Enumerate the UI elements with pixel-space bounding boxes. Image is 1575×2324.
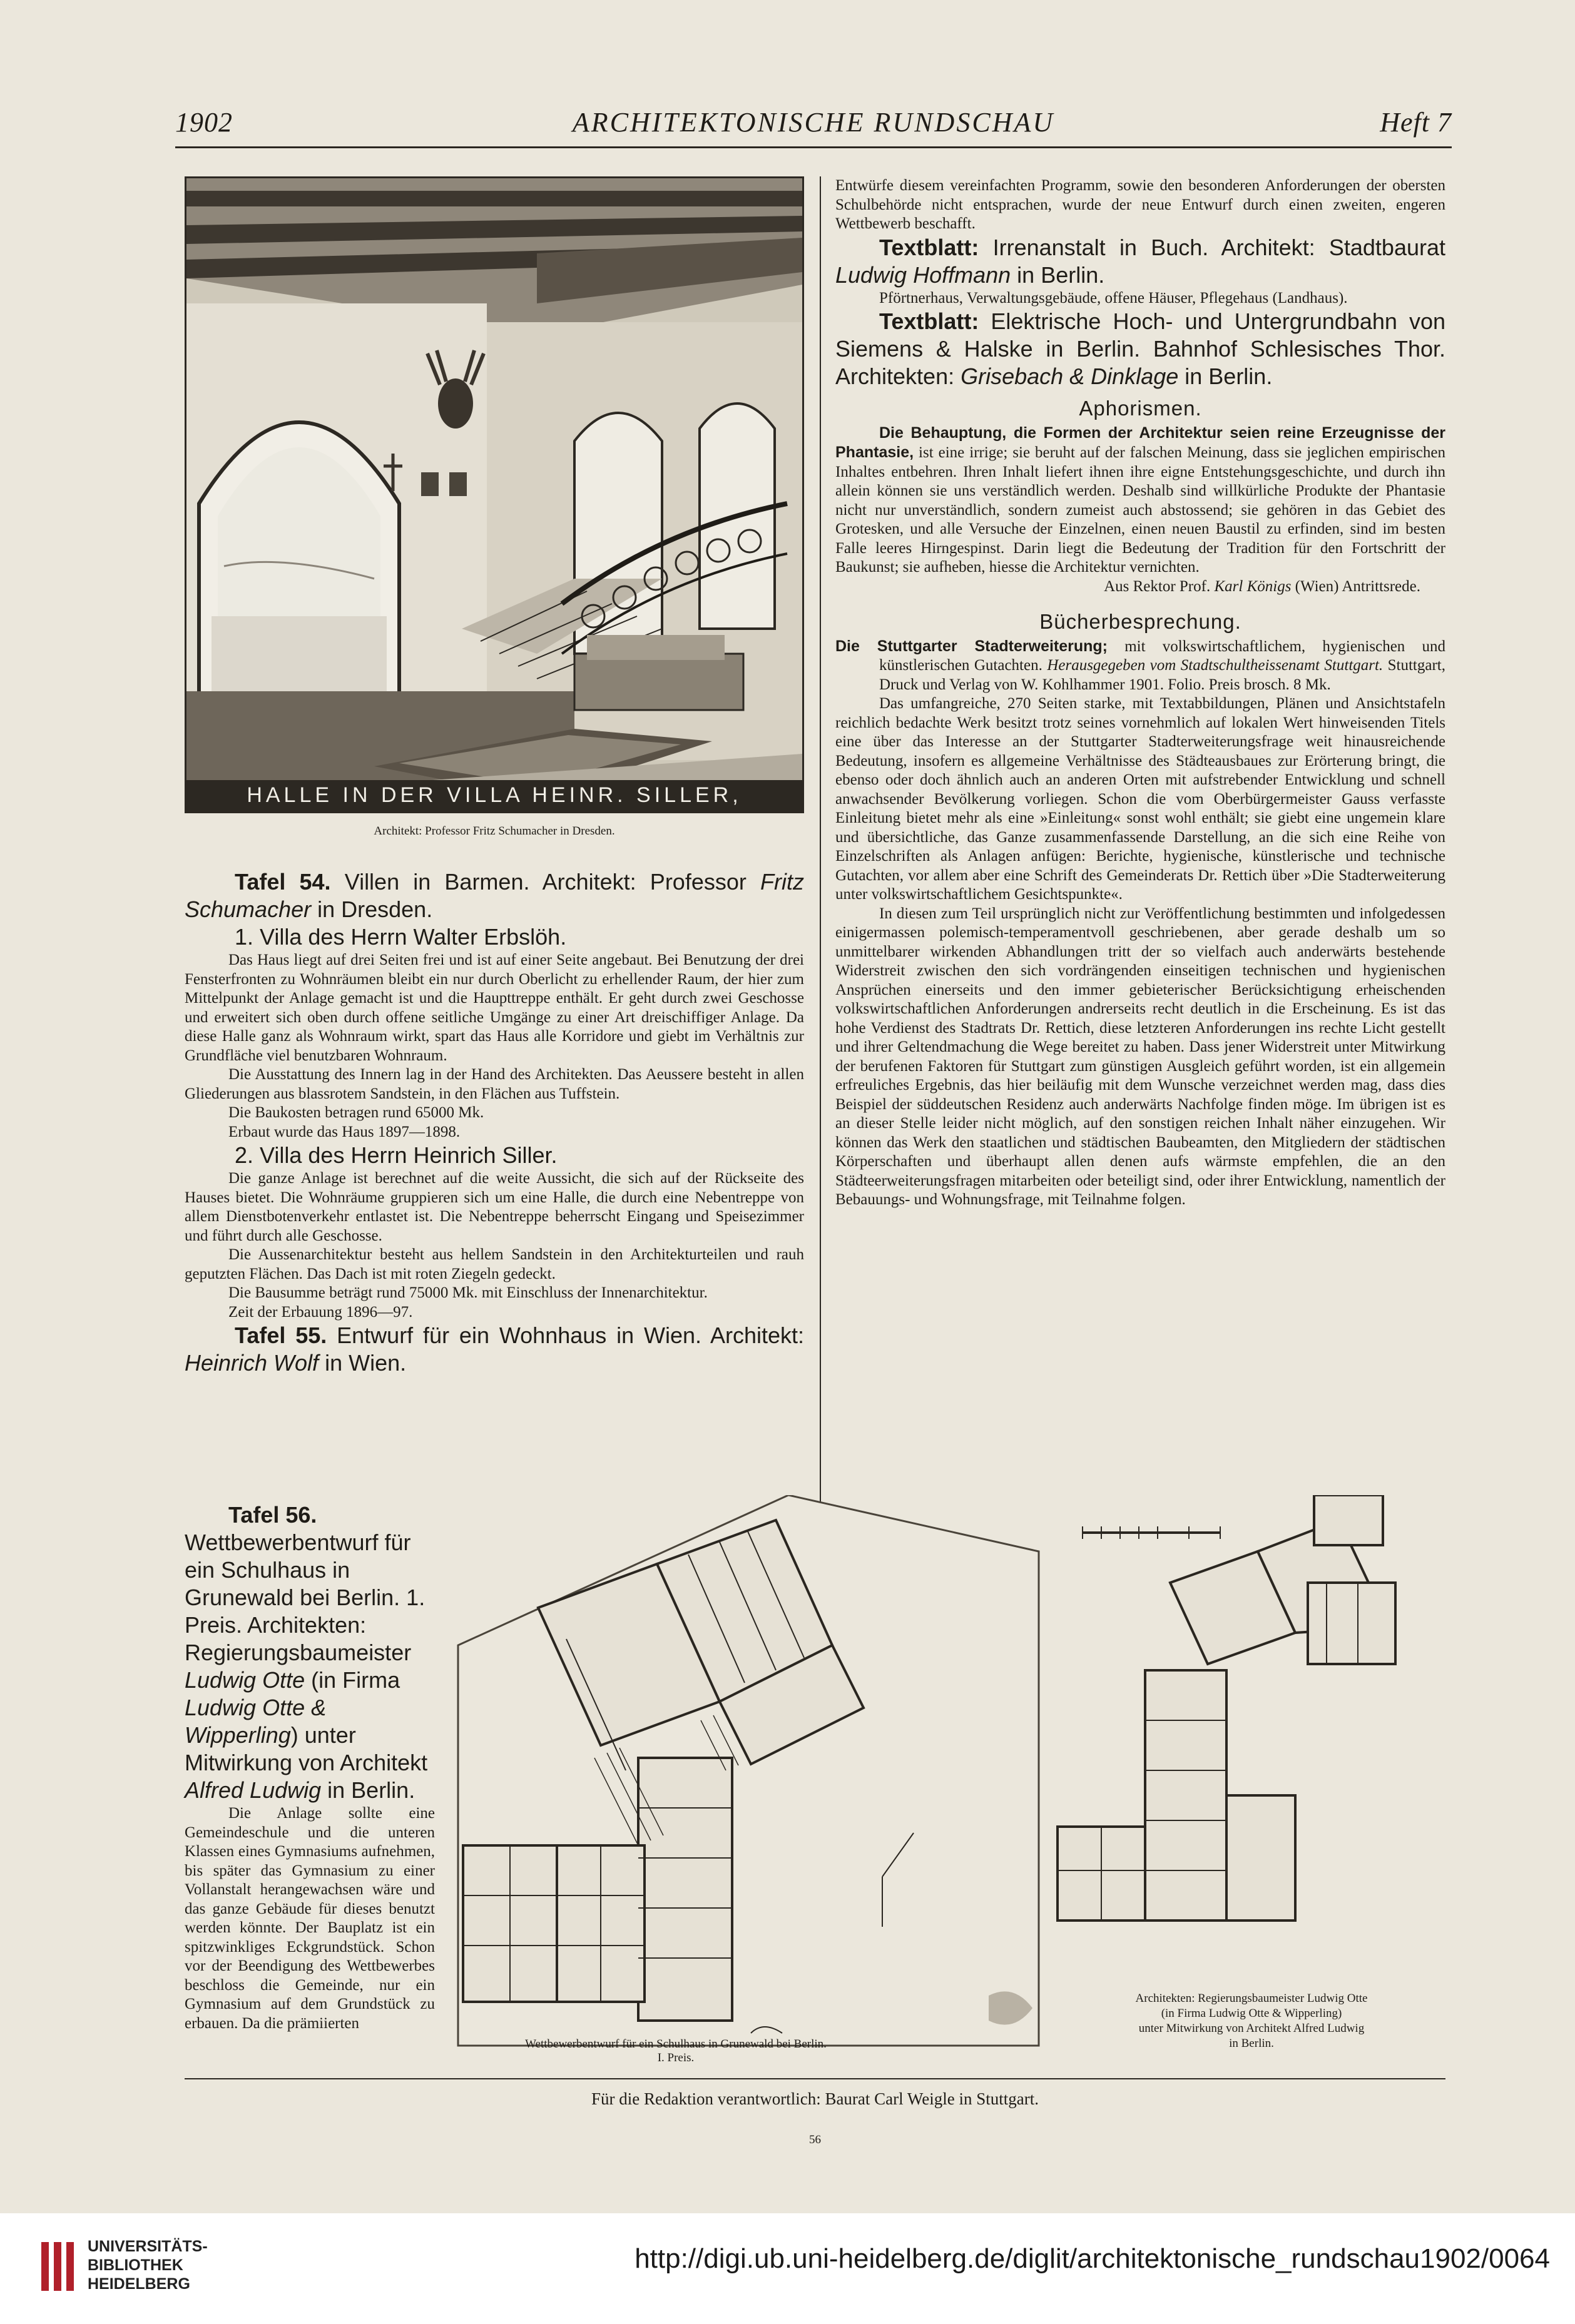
tafel-54-heading — [185, 868, 804, 923]
book-entry — [835, 637, 1445, 695]
villa-1-heading: 1. Villa des Herrn Walter Erbslöh. — [235, 924, 567, 950]
paragraph: Die Bausumme beträgt rund 75000 Mk. mit Einschluss der Innenarchitektur. — [228, 1284, 708, 1301]
running-header — [175, 106, 1452, 144]
textblatt-2-heading — [835, 308, 1445, 390]
aphorism-source — [835, 577, 1445, 597]
permalink-url[interactable]: http://digi.ub.uni-heidelberg.de/diglit/architektonische_rundschau1902/0064 — [635, 2243, 1550, 2274]
aphorism-text: ist eine irrige; sie beruht auf der falschen Meinung, dass sie jeglichen empirischen Inhaltes entbehren. Ihren Inhalt liefert ihnen ihre eigne Entstehungsgeschichte, und durch ihn allein können sie uns verständlich werden. Deshalb sind willkürliche Produkte der Phantasie nicht nur unverständlich, sondern zumeist auch abstossend; sie gehören in das Gebiet des Grotesken, und alle Versuche der Einzelnen, einen neuen Baustil zu erfinden, sind im besten Falle leeres Hirngespinst. Darin liegt die Bedeutung der Tradition für den Fortschritt der Baukunst; sie aufheben, hiesse die Architektur vernichten. — [835, 444, 1445, 576]
tafel-56-column — [185, 1501, 435, 2033]
plan-caption-2-line-3: unter Mitwirkung von Architekt Alfred Ludwig — [1138, 2022, 1365, 2035]
tafel-55-label: Tafel 55. — [235, 1322, 327, 1348]
textblatt-2-label: Textblatt: — [879, 308, 979, 334]
paragraph: Die Baukosten betragen rund 65000 Mk. — [228, 1104, 484, 1121]
book-editor: Herausgegeben vom Stadtschultheissenamt Stuttgart. — [1047, 657, 1384, 674]
illustration-caption: Architekt: Professor Fritz Schumacher in Dresden. — [374, 825, 615, 838]
paragraph: Pförtnerhaus, Verwaltungsgebäude, offene Häuser, Pflegehaus (Landhaus). — [879, 289, 1348, 307]
editorial-note: Für die Redaktion verantwortlich: Baurat Carl Weigle in Stuttgart. — [591, 2089, 1039, 2108]
plan-caption-1 — [457, 2037, 895, 2065]
university-library-logo-icon — [38, 2238, 81, 2298]
school-floor-plan-drawing — [451, 1495, 1452, 2058]
textblatt-2-text: Elektrische Hoch- und Untergrundbahn von Siemens & Halske in Berlin. Bahnhof Schlesisches Thor. Architekten: — [835, 308, 1445, 389]
textblatt-1-end: in Berlin. — [1011, 261, 1105, 288]
textblatt-2-architects: Grisebach & Dinklage — [961, 363, 1179, 389]
textblatt-1-architect: Ludwig Hoffmann — [835, 261, 1011, 288]
textblatt-1-heading — [835, 234, 1445, 289]
header-rule — [175, 146, 1452, 148]
tafel-56-firm: Ludwig Otte & Wipperling — [185, 1695, 327, 1748]
plan-caption-2 — [1051, 1991, 1452, 2051]
paragraph: Die Ausstattung des Innern lag in der Hand des Architekten. Das Aeussere besteht in allen Gliederungen aus blassrotem Sandstein, in den Flächen aus Tuffstein. — [185, 1066, 804, 1102]
tafel-56-heading — [185, 1501, 435, 1804]
source-suffix: (Wien) Antrittsrede. — [1291, 577, 1420, 595]
source-author: Karl Königs — [1214, 577, 1292, 595]
right-column — [835, 176, 1445, 1210]
floor-plans — [451, 1495, 1452, 2064]
plan-caption-2-line-4: in Berlin. — [1229, 2037, 1274, 2050]
tafel-56-architect-1: Ludwig Otte — [185, 1667, 305, 1693]
paragraph: Das Haus liegt auf drei Seiten frei und ist auf einer Seite angebaut. Bei Benutzung der drei Fensterfronten zu Wohnräumen bleibt ein nur durch Oberlicht zu erhellender Raum, der hier zum Mittelpunkt der Anlage gemacht ist und die Haupttreppe enthält. Er geht durch zwei Geschosse und erweitert sich oben durch offene seitliche Umgänge zu einer Art dreischiffiger Anlage. Da diese Halle ganz als Wohnraum wirkt, spart das Haus alle Korridore und giebt im Verhältnis zur Grundfläche viel benutzbaren Wohnraum. — [185, 951, 804, 1064]
header-year: 1902 — [175, 107, 233, 138]
library-name-line-1: UNIVERSITÄTS- — [88, 2238, 208, 2255]
left-column — [185, 868, 804, 1377]
library-name-line-2: BIBLIOTHEK — [88, 2256, 183, 2274]
book-subtitle: mit volkswirtschaftlichem, hygienischen und künstlerischen Gutachten. — [879, 637, 1445, 674]
tafel-55-text: Entwurf für ein Wohnhaus in Wien. Architekt: — [337, 1322, 804, 1348]
aphorism-lead: Die Behauptung, die Formen der Architektur seien reine Erzeugnisse der Phantasie, — [835, 424, 1445, 461]
page-number: 56 — [809, 2133, 821, 2146]
library-name-line-3: HEIDELBERG — [88, 2275, 190, 2293]
plan-caption-2-line-2: (in Firma Ludwig Otte & Wipperling) — [1161, 2007, 1342, 2020]
plan-caption-1-prize: I. Preis. — [657, 2051, 695, 2064]
footer-rule — [185, 2078, 1445, 2079]
paragraph: Entwürfe diesem vereinfachten Programm, sowie den besonderen Anforderungen der obersten Schulbehörde nicht entsprachen, wurde der neue Entwurf durch einen zweiten, engeren Wettbewerb beschafft. — [835, 177, 1445, 232]
illustration-banner: HALLE IN DER VILLA HEINR. SILLER, — [247, 783, 742, 807]
tafel-54-end: in Dresden. — [311, 896, 433, 922]
tafel-55-architect: Heinrich Wolf — [185, 1350, 319, 1376]
book-publisher: Stuttgart, Druck und Verlag von W. Kohlhammer 1901. Folio. Preis brosch. 8 Mk. — [879, 657, 1445, 693]
plan-caption-1-line: Wettbewerbentwurf für ein Schulhaus in Grunewald bei Berlin. — [525, 2037, 827, 2051]
tafel-56-mid-2: ) unter Mitwirkung von Architekt — [185, 1722, 428, 1775]
aphorismen-heading: Aphorismen. — [1079, 397, 1202, 420]
header-issue: Heft 7 — [1380, 107, 1452, 138]
textblatt-1-text: Irrenanstalt in Buch. Architekt: Stadtbaurat — [979, 234, 1445, 260]
tafel-56-architect-2: Alfred Ludwig — [185, 1777, 322, 1803]
tafel-55-heading — [185, 1322, 804, 1377]
paragraph: Erbaut wurde das Haus 1897—1898. — [228, 1123, 461, 1140]
textblatt-1-label: Textblatt: — [879, 234, 979, 260]
tafel-54-text: Villen in Barmen. Architekt: Professor — [344, 869, 761, 895]
tafel-56-mid: (in Firma — [305, 1667, 400, 1693]
paragraph: Zeit der Erbauung 1896—97. — [228, 1303, 413, 1321]
tafel-55-end: in Wien. — [319, 1350, 407, 1376]
column-divider — [820, 176, 821, 1503]
buecherbesprechung-heading: Bücherbesprechung. — [1039, 610, 1241, 633]
paragraph: Die ganze Anlage ist berechnet auf die weite Aussicht, die sich auf der Rückseite des Hauses bietet. Die Wohnräume gruppieren sich um eine Halle, die durch eine Nebentreppe von allem Dienstbotenverkehr entlastet ist. Die Nebentreppe beherrscht Eingang und Speisezimmer und führt durch alle Geschosse. — [185, 1170, 804, 1244]
source-prefix: Aus Rektor Prof. — [1104, 577, 1215, 595]
plan-caption-2-line-1: Architekten: Regierungsbaumeister Ludwig Otte — [1135, 1992, 1368, 2005]
library-bar — [0, 2213, 1575, 2324]
tafel-56-label: Tafel 56. — [228, 1502, 317, 1528]
book-title: Die Stuttgarter Stadterweiterung; — [835, 637, 1108, 655]
journal-title: ARCHITEKTONISCHE RUNDSCHAU — [572, 107, 1055, 138]
hall-illustration — [185, 176, 804, 813]
textblatt-2-end: in Berlin. — [1178, 363, 1273, 389]
tafel-56-text: Wettbewerbentwurf für ein Schulhaus in Grunewald bei Berlin. 1. Preis. Architekten: Regierungsbaumeister — [185, 1530, 426, 1665]
tafel-56-end: in Berlin. — [321, 1777, 415, 1803]
tafel-54-label: Tafel 54. — [235, 869, 331, 895]
hall-interior-drawing — [186, 178, 802, 811]
villa-2-heading: 2. Villa des Herrn Heinrich Siller. — [235, 1142, 558, 1168]
tafel-54-architect: Fritz Schumacher — [185, 869, 804, 922]
paragraph: In diesen zum Teil ursprünglich nicht zur Veröffentlichung bestimmten und infolgedessen einigermassen polemisch-temperamentvoll geschriebenen, aber gerade deshalb um so unmittelbarer wirkenden Abhandlungen tritt der so vielfach auch anderwärts bestehende Widerstreit zwischen den sich vordrängenden einseitigen technischen und hygienischen Ansprüchen einerseits und den immer gebieterischer Berücksichtigung erheischenden volkswirtschaftlichen Anforderungen andrerseits recht deutlich in die Erscheinung. Es ist das hohe Verdienst des Stadtrats Dr. Rettich, diese letzteren Anforderungen ins rechte Licht gestellt und ihrer Geltendmachung die Wege bereitet zu haben. Dass jener Widerstreit unter Mitwirkung der berufenen Faktoren für Stuttgart zum günstigen Ausgleich geführt worden, ist ein allgemein erfreuliches Ergebnis, das hier beiläufig mit dem Wunsche verzeichnet werden mag, dass dies Beispiel der süddeutschen Residenz auch anderwärts Nachfolge finden möge. Im übrigen ist es an dieser Stelle leider nicht möglich, auf den sonstigen reichen Inhalt näher einzugehen. Wir können das Werk den staatlichen und städtischen Baubeamten, den Mitgliedern der städtischen Körperschaften und überhaupt allen denen aufs wärmste empfehlen, die an den Städteerweiterungsfragen mitarbeiten oder beteiligt sind, oder ihrer Entwicklung, namentlich der Bebauungs- und Wohnungsfrage, mit Teilnahme folgen. — [835, 905, 1445, 1208]
paragraph: Die Aussenarchitektur besteht aus hellem Sandstein in den Architekturteilen und rauh geputzten Flächen. Das Dach ist mit roten Ziegeln gedeckt. — [185, 1246, 804, 1282]
paragraph: Das umfangreiche, 270 Seiten starke, mit Textabbildungen, Plänen und Ansichtstafeln reichlich bedachte Werk besitzt trotz seines vornehmlich auf lokalen Wert hinweisenden Titels eine über das Interesse an der Stuttgarter Stadterweiterungsfrage weit hinausreichende Bedeutung, insofern es allgemeine Verhältnisse des Städteausbaues zur Erörterung bringt, die ebenso oder doch ähnlich auch an anderen Orten mit aufstrebender Entwicklung und schnell anwachsender Bevölkerung vorliegen. Schon die vom Oberbürgermeister Gauss verfasste Einleitung bietet mehr als eine »Einleitung« sonst wohl enthält; sie giebt eine ungemein klare und übersichtliche, das Ganze zusammenfassende Darstellung, an die sich eine Reihe von Einzelschriften als Anlagen anfügen: Berichte, hygienische, künstlerische und technische Gutachten, vor allem aber eine Schrift des Gemeinderats Dr. Rettich über »Die Stadterweiterung unter volkswirtschaftlichem Gesichtspunkte«. — [835, 695, 1445, 903]
paragraph — [835, 424, 1445, 577]
library-name — [88, 2237, 208, 2293]
paragraph: Die Anlage sollte eine Gemeindeschule und die unteren Klassen eines Gymnasiums aufnehmen, bis später das Gymnasium zu einer Vollanstalt herangewachsen wäre und das ganze Gebäude für dieses benutzt werden könnte. Der Bauplatz ist ein spitzwinkliges Eckgrundstück. Schon vor der Beendigung des Wettbewerbes beschloss die Gemeinde, nur ein Gymnasium auf dem Grundstück zu erbauen. Da die prämiierten — [185, 1805, 435, 2032]
